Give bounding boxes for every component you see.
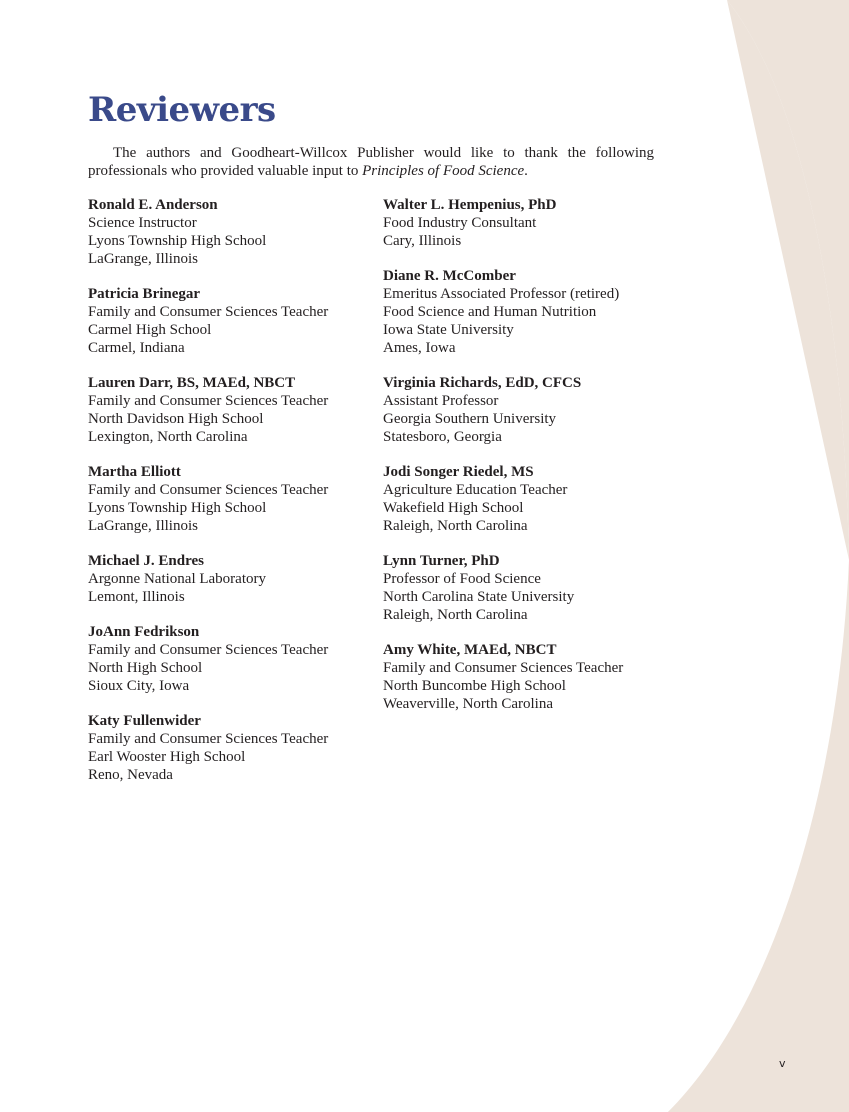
reviewer-column-right [383,196,673,730]
reviewer-detail-line: Professor of Food Science [383,571,541,587]
reviewer-detail-line: North Buncombe High School [383,678,566,694]
reviewer-detail-line: Lyons Township High School [88,500,267,516]
reviewer-detail-line: Family and Consumer Sciences Teacher [88,731,329,747]
reviewer-detail-line: Food Industry Consultant [383,215,537,231]
reviewer-entry [383,552,673,624]
page-content [88,88,654,783]
reviewer-detail-line: Argonne National Laboratory [88,571,267,587]
reviewer-name: Martha Elliott [88,464,181,480]
reviewer-detail-line: Georgia Southern University [383,411,557,427]
reviewer-entry [88,623,378,695]
reviewer-name: Patricia Brinegar [88,286,201,302]
reviewer-name: Virginia Richards, EdD, CFCS [383,375,582,391]
reviewer-column-left [88,196,378,801]
reviewer-detail-line: Raleigh, North Carolina [383,607,528,623]
reviewer-name: Lynn Turner, PhD [383,553,500,569]
reviewer-name: Katy Fullenwider [88,713,201,729]
reviewer-detail-line: LaGrange, Illinois [88,518,198,534]
reviewer-name: Amy White, MAEd, NBCT [383,642,557,658]
reviewer-detail-line: North Carolina State University [383,589,575,605]
reviewer-entry [383,463,673,535]
reviewer-entry [88,374,378,446]
reviewer-name: Diane R. McComber [383,268,516,284]
reviewer-detail-line: Emeritus Associated Professor (retired) [383,286,620,302]
reviewer-detail-line: Weaverville, North Carolina [383,696,553,712]
reviewer-detail-line: Cary, Illinois [383,233,462,249]
reviewer-entry [88,463,378,535]
reviewer-detail-line: Sioux City, Iowa [88,678,190,694]
reviewer-detail-line: Reno, Nevada [88,767,173,783]
reviewer-detail-line: Wakefield High School [383,500,524,516]
reviewer-detail-line: Assistant Professor [383,393,499,409]
reviewer-name: Jodi Songer Riedel, MS [383,464,534,480]
book-title: Principles of Food Science [362,163,525,179]
beige-margin-fill [668,0,849,1112]
reviewer-detail-line: Ames, Iowa [383,340,456,356]
reviewer-detail-line: Lexington, North Carolina [88,429,248,445]
reviewer-detail-line: Carmel, Indiana [88,340,185,356]
reviewer-detail-line: Family and Consumer Sciences Teacher [88,393,329,409]
reviewer-detail-line: Lemont, Illinois [88,589,185,605]
reviewer-entry [88,712,378,784]
reviewer-name: JoAnn Fedrikson [88,624,200,640]
reviewer-detail-line: Carmel High School [88,322,212,338]
reviewer-detail-line: Food Science and Human Nutrition [383,304,597,320]
reviewer-detail-line: Family and Consumer Sciences Teacher [383,660,624,676]
intro-paragraph [88,144,654,180]
reviewer-detail-line: Statesboro, Georgia [383,429,502,445]
reviewer-entry [383,267,673,357]
reviewer-detail-line: Agriculture Education Teacher [383,482,568,498]
reviewer-entry [383,641,673,713]
reviewer-name: Ronald E. Anderson [88,197,218,213]
reviewer-name: Lauren Darr, BS, MAEd, NBCT [88,375,296,391]
reviewer-detail-line: Iowa State University [383,322,514,338]
intro-end: . [524,163,528,179]
reviewer-entry [383,374,673,446]
reviewer-entry [88,196,378,268]
intro-text: The authors and Goodheart-Willcox Publisher would like to thank the following professionals who provided valuable input to [88,145,654,179]
reviewer-name: Walter L. Hempenius, PhD [383,197,557,213]
reviewer-entry [88,285,378,357]
reviewer-detail-line: Lyons Township High School [88,233,267,249]
page-title: Reviewers [88,90,276,130]
reviewer-entry [383,196,673,250]
reviewer-detail-line: Family and Consumer Sciences Teacher [88,304,329,320]
reviewer-detail-line: Science Instructor [88,215,197,231]
page-number: v [779,1057,786,1070]
reviewer-entry [88,552,378,606]
reviewer-detail-line: North High School [88,660,203,676]
reviewer-name: Michael J. Endres [88,553,204,569]
reviewer-detail-line: LaGrange, Illinois [88,251,198,267]
reviewer-detail-line: Family and Consumer Sciences Teacher [88,642,329,658]
reviewer-detail-line: North Davidson High School [88,411,264,427]
reviewer-detail-line: Earl Wooster High School [88,749,246,765]
reviewer-detail-line: Raleigh, North Carolina [383,518,528,534]
reviewer-detail-line: Family and Consumer Sciences Teacher [88,482,329,498]
